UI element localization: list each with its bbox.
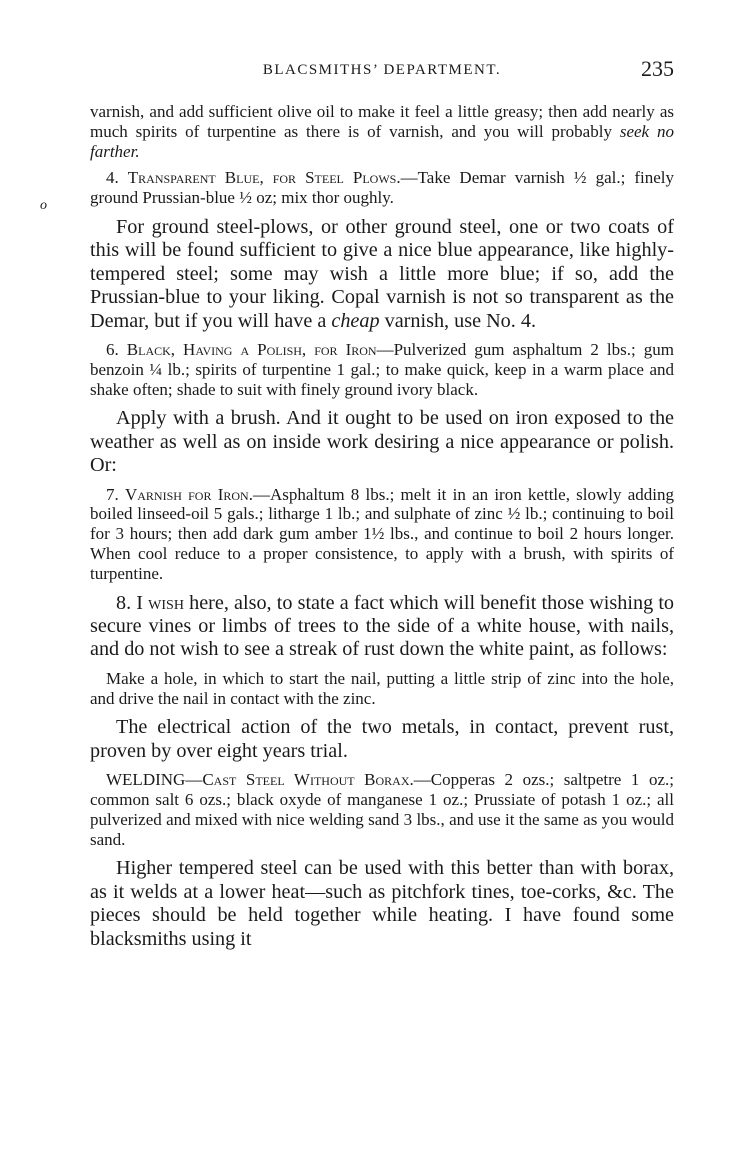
recipe-transparent-blue: 4. Transparent Blue, for Steel Plows.—Take Demar varnish ½ gal.; finely ground Prussian-blue ½ oz; mix thor oughly.: [90, 168, 674, 208]
recipe-welding: WELDING—Cast Steel Without Borax.—Copperas 2 ozs.; saltpetre 1 oz.; common salt 6 ozs.; black oxyde of manganese 1 oz.; Prussiate of potash 1 oz.; all pulverized and mixed with nice welding sand 3 lbs., and use it the same as you would sand.: [90, 770, 674, 849]
emphasis: cheap: [331, 309, 380, 332]
paragraph-zinc-strip: Make a hole, in which to start the nail, putting a little strip of zinc into the hole, and drive the nail in contact with the zinc.: [90, 668, 674, 708]
recipe-heading: Black, Having a Polish, for Iron: [126, 340, 377, 360]
text-column: [90, 102, 674, 951]
paragraph-electrical-action: The electrical action of the two metals, in contact, prevent rust, proven by over eight years trial.: [90, 716, 674, 762]
running-title: BLACSMITHS’ DEPARTMENT.: [262, 62, 502, 78]
recipe-varnish-iron: 7. Varnish for Iron.—Asphaltum 8 lbs.; melt it in an iron kettle, slowly adding boiled linseed-oil 5 gals.; litharge 1 lb.; and sulphate of zinc ½ lb.; continuing to boil for 3 hours; then add dark gum amber 1½ lbs., and continue to boil 2 hours longer. When cool reduce to a proper consistence, to apply with a brush, with spirits of turpentine.: [90, 484, 674, 583]
lead-words: I wish: [136, 591, 184, 614]
recipe-heading: —Cast Steel Without Borax.: [185, 770, 414, 790]
page-header: [90, 56, 674, 86]
paragraph-rust-streak: 8. I wish here, also, to state a fact which will benefit those wishing to secure vines or limbs of trees to the side of a white house, with nails, and do not wish to see a streak of rust down the white paint, as follows:: [90, 591, 675, 661]
recipe-heading-caps: WELDING: [106, 770, 186, 790]
emphasis: seek no farther.: [90, 121, 674, 161]
paragraph-apply-brush: Apply with a brush. And it ought to be used on iron exposed to the weather as well as on inside work desiring a nice appearance or polish. Or:: [90, 407, 674, 477]
paragraph-steel-plows: For ground steel-plows, or other ground steel, one or two coats of this will be found sufficient to give a nice blue appearance, like highly-tempered steel; some may wish a little more blue; if so, add the Prussian-blue to your liking. Copal varnish is not so transparent as the Demar, but if you will have a cheap varnish, use No. 4.: [90, 215, 674, 332]
recipe-heading: Varnish for Iron.: [124, 484, 253, 504]
margin-mark: o: [40, 198, 47, 213]
paragraph-tempered-steel: Higher tempered steel can be used with this better than with borax, as it welds at a lower heat—such as pitchfork tines, toe-corks, &c. The pieces should be held together while heating. I have found some blacksmiths using it: [90, 857, 674, 950]
paragraph-varnish-continued: varnish, and add sufficient olive oil to make it feel a little greasy; then add nearly as much spirits of turpentine as there is of varnish, and you will probably seek no farther.: [90, 102, 674, 161]
recipe-black-polish: 6. Black, Having a Polish, for Iron—Pulverized gum asphaltum 2 lbs.; gum benzoin ¼ lb.; spirits of turpentine 1 gal.; to make quick, keep in a warm place and shake often; shade to suit with finely ground ivory black.: [90, 340, 674, 399]
recipe-heading: Transparent Blue, for Steel Plows.: [127, 168, 401, 188]
page-number: 235: [641, 56, 674, 81]
